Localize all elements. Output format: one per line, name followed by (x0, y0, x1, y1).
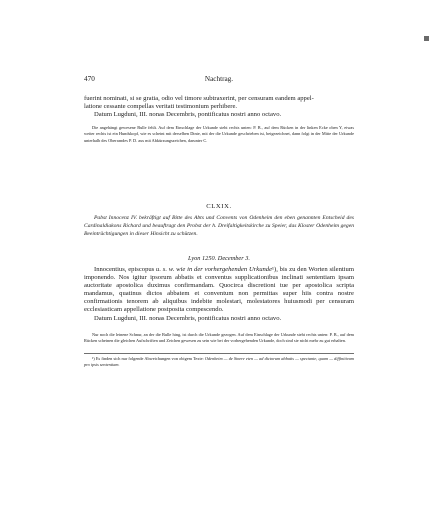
page-header (84, 75, 354, 84)
document-note: Nur noch die leinene Schnur, an der die Bulle hing, ist durch die Urkunde gezogen. Auf dem Einschlage der Urkunde steht rechts unten: P. B., auf dem Rücken scheinen die gleichen Aufschriften und Zeichen gewesen zu sein wie bei der vorhergehenden Urkunde, doch sind sie nicht mehr zu gut erhalten. (84, 332, 354, 344)
page-number: 470 (84, 75, 95, 83)
document-dating-line: Datum Lugduni, III. nonas Decembris, pontificatus nostri anno octavo. (94, 314, 282, 322)
document-paragraph: Innocentius, episcopus u. s. w. wie in der vorhergehenden Urkunde¹), bis zu den Worten silentium imponendo. Nos igitur ipsorum abbatis et conventus supplicationibus inclinati sententiam ipsam auctoritate apostolica duximus confirmandam. Quocirca discretioni tue per apostolica scripta mandamus, quatinus dictos abbatem et conventum non permittas super hiis contra nostre confirmationis tenorem ab aliquibus indebite molestari, molestatores huiusmodi per censuram ecclesiasticam appellatione postposita compescendo. (84, 266, 354, 314)
scan-corner-mark (424, 36, 429, 41)
document-number: CLXIX. (206, 203, 232, 210)
previous-document-note: Die angehängt gewesene Bulle fehlt. Auf dem Einschlage der Urkunde steht rechts unten: P. B., auf dem Rücken in der linken Ecke oben Y, etwas weiter rechts ist ein Hundskopf, wie es scheint mit derselben Dinte, mit der die Urkunde geschrieben ist, beigezeichnet, dann folgt in der Mitte der Urkunde unterhalb des Oberrandes P. D. aus mit Abkürzungszeichen, darunter C. (84, 125, 354, 143)
previous-dating-line: Datum Lugduni, III. nonas Decembris, pontificatus nostri anno octavo. (94, 111, 282, 119)
footnote-separator (84, 353, 354, 354)
document-summary: Pabst Innocenz IV. bekräftigt auf Bitte des Abts und Convents von Odenheim den eben genannten Entscheid des Cardinaldiakons Richard und beauftragt den Probst der h. Dreifaltigkeitskirche zu Speier, das Kloster Odenheim gegen Beeinträchtigungen in dieser Hinsicht zu schützen. (84, 215, 354, 238)
previous-document-ending (84, 95, 354, 119)
document-body (84, 266, 354, 323)
place-and-date: Lyon 1250. December 3. (188, 255, 250, 262)
previous-text-line: fuerint nominati, si se gratia, odio vel timore subtraxerint, per censuram eandem appel- (84, 95, 314, 102)
running-title: Nachtrag. (204, 75, 234, 83)
previous-text-line: latione cessante compellas veritati testimonium perhibere. (84, 103, 238, 111)
footnote: ¹) Es finden sich nur folgende Abweichungen von obigem Texte: Odenheim — de Sinere eten — ad dictorum abbatis — spectante, quam — diffinitivam pro ipsis sententiam. (84, 356, 354, 368)
